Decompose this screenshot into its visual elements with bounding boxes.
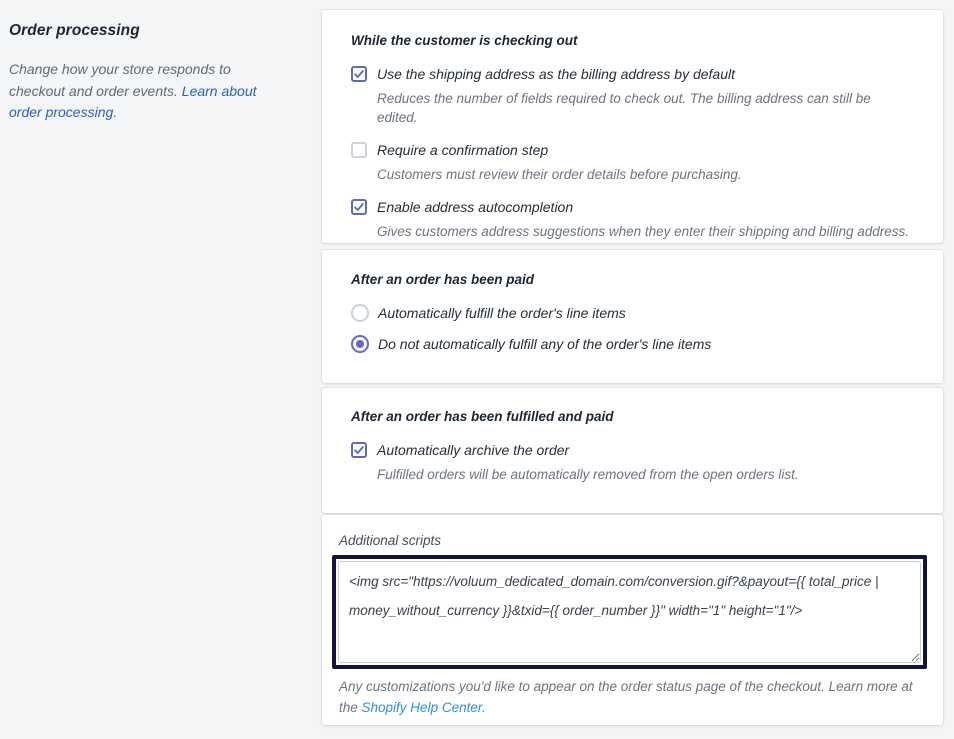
checkbox-help-text: Customers must review their order details before purchasing.: [377, 167, 742, 182]
radio-label[interactable]: Automatically fulfill the order's line items: [378, 305, 626, 321]
checkbox-help-text: Fulfilled orders will be automatically removed from the open orders list.: [377, 467, 799, 482]
checkbox-label[interactable]: Enable address autocompletion: [377, 199, 574, 215]
no-auto-fulfill-row: [351, 334, 913, 354]
checkmark-icon: [353, 444, 365, 456]
help-text: Any customizations you'd like to appear on the order status page of the checkout. Learn more at the: [339, 679, 913, 715]
shipping-as-billing-row: [351, 64, 913, 127]
checkbox-help-text: Gives customers address suggestions when they enter their shipping and billing address.: [377, 224, 910, 239]
shopify-help-center-link[interactable]: Shopify Help Center.: [361, 700, 486, 715]
card-heading: After an order has been fulfilled and paid: [351, 409, 614, 424]
checkbox-label[interactable]: Automatically archive the order: [377, 442, 570, 458]
checkbox-help-text: Reduces the number of fields required to check out. The billing address can still be edited.: [377, 91, 871, 125]
checkmark-icon: [353, 68, 365, 80]
shipping-as-billing-checkbox[interactable]: [351, 66, 367, 82]
radio-label[interactable]: Do not automatically fulfill any of the order's line items: [378, 336, 712, 352]
auto-fulfill-radio[interactable]: [351, 304, 369, 322]
additional-scripts-help: [339, 676, 927, 718]
additional-scripts-label: Additional scripts: [339, 533, 442, 548]
after-paid-card: [322, 250, 943, 383]
checkbox-label[interactable]: Use the shipping address as the billing address by default: [377, 66, 735, 82]
confirmation-step-row: [351, 140, 913, 184]
section-description-text: [9, 59, 267, 124]
checkout-options-card: [322, 10, 943, 243]
textarea-focus-ring: [332, 555, 927, 669]
card-heading: After an order has been paid: [351, 272, 535, 287]
auto-archive-row: [351, 440, 913, 484]
after-fulfilled-card: [322, 388, 943, 513]
settings-cards-column: [322, 10, 943, 725]
page-title: Order processing: [9, 22, 140, 39]
auto-fulfill-row: [351, 303, 913, 323]
checkmark-icon: [353, 201, 365, 213]
address-autocompletion-row: [351, 197, 913, 241]
additional-scripts-card: [322, 515, 943, 725]
auto-archive-checkbox[interactable]: [351, 442, 367, 458]
additional-scripts-textarea[interactable]: [338, 561, 921, 663]
description-text: Change how your store responds to checkout and order events.: [9, 61, 231, 99]
card-heading: While the customer is checking out: [351, 33, 578, 48]
checkbox-label[interactable]: Require a confirmation step: [377, 142, 549, 158]
confirmation-step-checkbox[interactable]: [351, 142, 367, 158]
no-auto-fulfill-radio[interactable]: [351, 335, 369, 353]
learn-about-order-processing-link[interactable]: Learn about order processing.: [9, 82, 257, 120]
settings-section-description: [9, 22, 289, 124]
radio-dot-icon: [356, 340, 364, 348]
address-autocompletion-checkbox[interactable]: [351, 199, 367, 215]
